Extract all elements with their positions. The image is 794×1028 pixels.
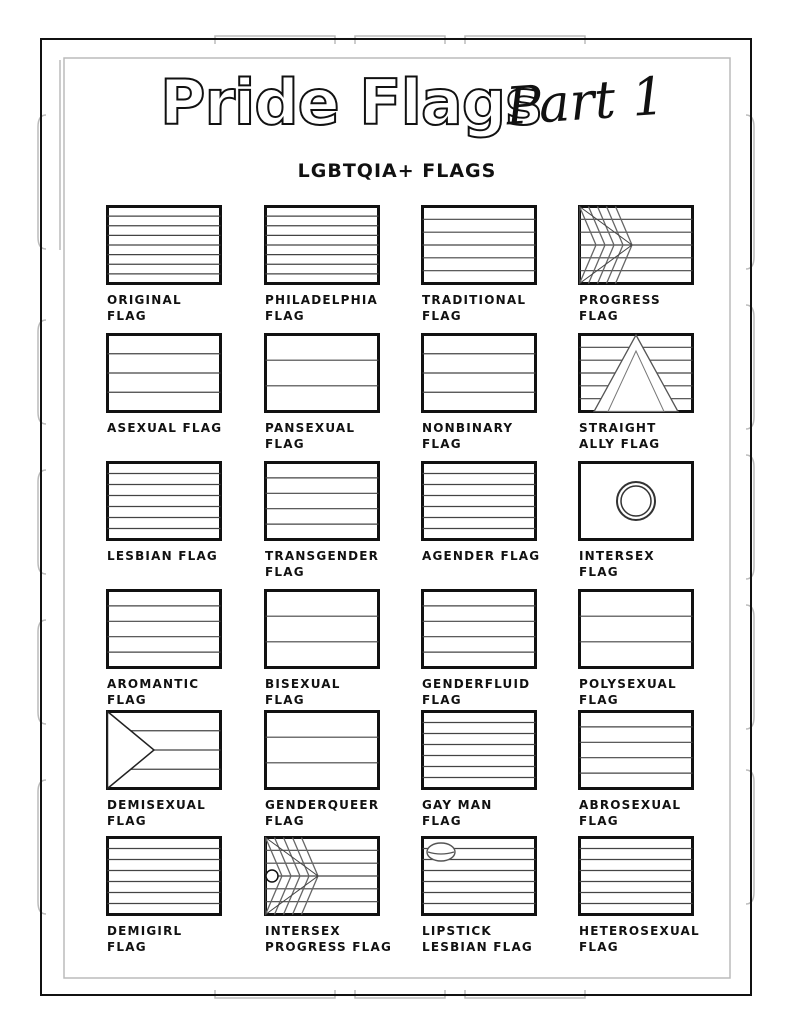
flag-label: [422, 797, 572, 829]
flag-drawing: [264, 710, 380, 790]
flag-nonbinary-flag: [421, 333, 537, 413]
flag-label-line2: FLAG: [579, 940, 619, 954]
flag-drawing: [578, 333, 694, 413]
flag-label-line2: FLAG: [107, 693, 147, 707]
flag-label-line1: AROMANTIC: [107, 677, 200, 691]
flag-label-line2: FLAG: [579, 693, 619, 707]
flag-philadelphia-flag: [264, 205, 380, 285]
flag-drawing: [106, 836, 222, 916]
flag-label: [579, 676, 729, 708]
flag-intersex-progress-flag: [264, 836, 380, 916]
flag-label: [422, 676, 572, 708]
flag-drawing: [421, 333, 537, 413]
flag-drawing: [106, 333, 222, 413]
flag-label: [265, 923, 415, 955]
flag-drawing: [106, 205, 222, 285]
flag-label: [107, 797, 257, 829]
flag-label: [265, 420, 415, 452]
flag-label-line1: TRANSGENDER: [265, 549, 380, 563]
flag-intersex-flag: [578, 461, 694, 541]
flag-label-line1: ORIGINAL: [107, 293, 182, 307]
flag-label-line2: FLAG: [265, 565, 305, 579]
flag-label-line2: FLAG: [579, 565, 619, 579]
flag-heterosexual-flag: [578, 836, 694, 916]
flag-drawing: [106, 461, 222, 541]
flag-progress-flag: [578, 205, 694, 285]
flag-label-line1: ABROSEXUAL: [579, 798, 682, 812]
flag-drawing: [421, 589, 537, 669]
flag-pansexual-flag: [264, 333, 380, 413]
flag-drawing: [264, 461, 380, 541]
flag-label-line2: FLAG: [265, 814, 305, 828]
flag-label: [422, 548, 572, 564]
flag-label: [422, 292, 572, 324]
flag-drawing: [106, 710, 222, 790]
flag-polysexual-flag: [578, 589, 694, 669]
flag-lesbian-flag: [106, 461, 222, 541]
flag-label-line1: INTERSEX: [579, 549, 655, 563]
flag-label-line1: PHILADELPHIA: [265, 293, 379, 307]
flag-label-line1: GENDERFLUID: [422, 677, 531, 691]
flag-bisexual-flag: [264, 589, 380, 669]
flag-drawing: [264, 205, 380, 285]
flag-label: [579, 292, 729, 324]
flag-label-line1: DEMIGIRL: [107, 924, 183, 938]
flag-label-line1: DEMISEXUAL: [107, 798, 206, 812]
flag-agender-flag: [421, 461, 537, 541]
flag-label-line2: FLAG: [579, 814, 619, 828]
flag-label: [579, 548, 729, 580]
flag-label-line2: LESBIAN FLAG: [422, 940, 533, 954]
flag-gay-man-flag: [421, 710, 537, 790]
flag-label-line1: STRAIGHT: [579, 421, 657, 435]
flag-label-line1: HETEROSEXUAL: [579, 924, 700, 938]
flag-label: [422, 420, 572, 452]
flag-label-line1: GENDERQUEER: [265, 798, 380, 812]
flag-genderfluid-flag: [421, 589, 537, 669]
flag-label-line2: FLAG: [265, 693, 305, 707]
flag-abrosexual-flag: [578, 710, 694, 790]
flag-label-line1: LESBIAN FLAG: [107, 549, 218, 563]
flag-drawing: [106, 589, 222, 669]
flag-label-line1: LIPSTICK: [422, 924, 492, 938]
flag-label: [107, 548, 257, 564]
flag-label: [265, 676, 415, 708]
flag-label-line1: INTERSEX: [265, 924, 341, 938]
flag-label-line2: FLAG: [422, 693, 462, 707]
flag-label: [107, 420, 257, 436]
flag-label: [265, 548, 415, 580]
flag-drawing: [578, 205, 694, 285]
flag-label-line1: TRADITIONAL: [422, 293, 527, 307]
flag-label-line1: GAY MAN: [422, 798, 493, 812]
flag-drawing: [421, 205, 537, 285]
flag-original-flag: [106, 205, 222, 285]
flag-label-line1: AGENDER FLAG: [422, 549, 541, 563]
flag-label: [107, 923, 257, 955]
flag-demigirl-flag: [106, 836, 222, 916]
flag-demisexual-flag: [106, 710, 222, 790]
flag-drawing: [578, 710, 694, 790]
flag-label-line2: FLAG: [107, 814, 147, 828]
flag-drawing: [421, 710, 537, 790]
flag-label: [579, 420, 729, 452]
flag-drawing: [264, 836, 380, 916]
flag-drawing: [421, 461, 537, 541]
flag-label: [579, 923, 729, 955]
page-title: Pride Flags: [160, 66, 542, 139]
flag-label-line1: NONBINARY: [422, 421, 514, 435]
flag-label-line2: FLAG: [107, 940, 147, 954]
flag-drawing: [264, 589, 380, 669]
flag-aromantic-flag: [106, 589, 222, 669]
flag-straight-ally-flag: [578, 333, 694, 413]
flag-label-line2: FLAG: [107, 309, 147, 323]
flag-label-line2: PROGRESS FLAG: [265, 940, 393, 954]
flag-drawing: [264, 333, 380, 413]
flag-label: [107, 292, 257, 324]
flag-label: [265, 797, 415, 829]
flag-label: [579, 797, 729, 829]
flag-traditional-flag: [421, 205, 537, 285]
flag-asexual-flag: [106, 333, 222, 413]
page-subtitle: LGBTQIA+ FLAGS: [297, 160, 497, 182]
flag-label-line2: FLAG: [579, 309, 619, 323]
flag-label-line1: PROGRESS: [579, 293, 661, 307]
flag-drawing: [578, 836, 694, 916]
flag-label-line2: FLAG: [422, 309, 462, 323]
flag-label-line1: ASEXUAL FLAG: [107, 421, 223, 435]
flag-label-line1: BISEXUAL: [265, 677, 341, 691]
flag-genderqueer-flag: [264, 710, 380, 790]
flag-transgender-flag: [264, 461, 380, 541]
flag-label-line2: FLAG: [422, 814, 462, 828]
flag-label-line2: FLAG: [265, 437, 305, 451]
flag-label-line2: FLAG: [422, 437, 462, 451]
flag-drawing: [578, 461, 694, 541]
flag-label-line1: POLYSEXUAL: [579, 677, 677, 691]
flag-label-line2: ALLY FLAG: [579, 437, 661, 451]
flag-label: [265, 292, 415, 324]
flag-label-line1: PANSEXUAL: [265, 421, 356, 435]
flag-label: [422, 923, 572, 955]
flag-label-line2: FLAG: [265, 309, 305, 323]
flag-drawing: [578, 589, 694, 669]
flag-lipstick-lesbian-flag: [421, 836, 537, 916]
flag-label: [107, 676, 257, 708]
page-title-script: Part 1: [504, 66, 667, 138]
flag-drawing: [421, 836, 537, 916]
